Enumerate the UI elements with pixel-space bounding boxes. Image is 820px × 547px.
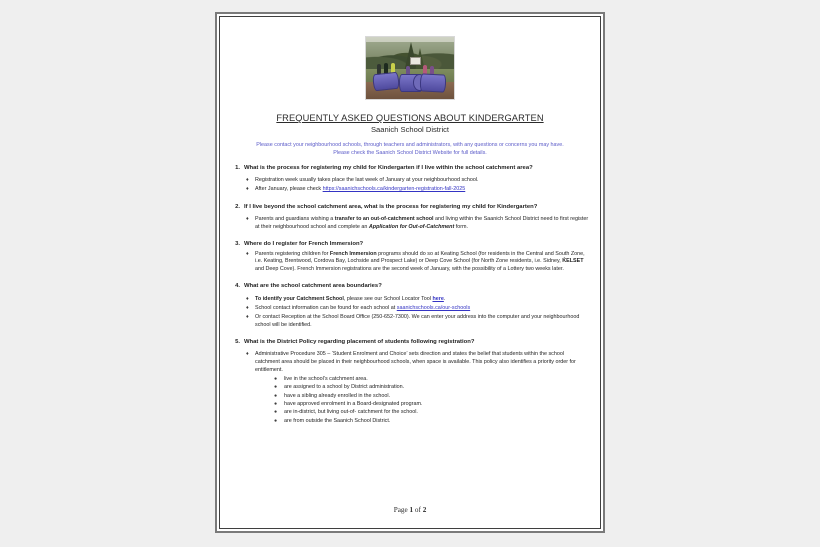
round-bullet-icon: ●: [274, 384, 278, 391]
round-bullet-icon: ●: [274, 417, 278, 424]
answer-bullet: [244, 314, 589, 329]
faq-item: [231, 283, 589, 331]
text-run: and living within the Saanich School District need to first register at their neighbourhood school and complete an: [255, 216, 589, 230]
answer-bullet-text: [255, 216, 589, 231]
round-bullet-icon: ●: [274, 375, 278, 382]
faq-question-text: What is the process for registering my child for Kindergarten if I live within the school catchment area?: [244, 164, 533, 171]
faq-answer-bullets: [244, 351, 589, 425]
diamond-bullet-icon: ♦: [246, 216, 249, 223]
faq-question-text: Where do I register for French Immersion?: [244, 241, 364, 248]
faq-answer-bullets: [244, 216, 589, 231]
photo-blue-barrel: [372, 72, 400, 92]
diamond-bullet-icon: ♦: [246, 177, 249, 184]
notice-block: [231, 141, 589, 158]
faq-item-body: [244, 204, 589, 233]
answer-bullet-text: [255, 186, 589, 194]
answer-subbullet: [274, 384, 589, 392]
faq-item: [231, 204, 589, 233]
text-run: Registration week usually takes place the last week of January at your neighbourhood school.: [255, 177, 479, 184]
answer-bullet: [244, 351, 589, 374]
text-run: Parents and guardians wishing a: [255, 216, 335, 223]
faq-item-number: 1.: [235, 164, 240, 171]
document-subtitle: Saanich School District: [370, 125, 450, 134]
page-footer: [220, 506, 600, 514]
diamond-bullet-icon: ♦: [246, 295, 249, 302]
footer-middle: of: [413, 506, 423, 514]
answer-subbullet-text: have approved enrolment in a Board-designated program.: [284, 400, 423, 407]
text-run: ḰELSET: [562, 258, 584, 265]
faq-item-body: [244, 165, 589, 196]
text-run: and Deep Cove). French Immersion registrations are the second week of January, with the possibility of a Lottery two weeks later.: [255, 265, 564, 272]
footer-total-pages: 2: [422, 506, 427, 514]
photo-blue-barrel: [420, 73, 447, 92]
faq-item: [231, 241, 589, 275]
text-run: , please see our School Locator Tool: [343, 295, 433, 302]
faq-item: [231, 339, 589, 426]
text-run: form.: [454, 223, 469, 230]
faq-answer-bullets: [244, 296, 589, 330]
text-run: Application for Out-of-Catchment: [368, 223, 455, 230]
answer-bullet: [244, 216, 589, 231]
inline-link[interactable]: here: [432, 295, 444, 302]
answer-subbullet: [274, 401, 589, 409]
diamond-bullet-icon: ♦: [246, 250, 249, 257]
faq-question-text: What is the District Policy regarding placement of students following registration?: [244, 338, 475, 345]
answer-bullet-text: [255, 251, 589, 274]
faq-item-body: [244, 241, 589, 275]
faq-item-body: [244, 339, 589, 426]
diamond-bullet-icon: ♦: [246, 304, 249, 311]
answer-bullet-text: [255, 296, 589, 304]
answer-bullet-text: [255, 351, 589, 374]
faq-item: [231, 165, 589, 196]
diamond-bullet-icon: ♦: [246, 351, 249, 358]
notice-line-1: Please contact your neighbourhood schools, through teachers and administrators, with any questions or concerns you may have.: [256, 142, 564, 148]
diamond-bullet-icon: ♦: [246, 186, 249, 193]
text-run: School contact information can be found for each school at: [255, 304, 397, 311]
text-run: .: [443, 295, 446, 302]
header-photo-container: [231, 25, 589, 105]
document-page-viewport[interactable]: [215, 12, 605, 533]
children-playing-on-blue-barrels-photo: [365, 36, 455, 100]
text-run: transfer to an out-of-catchment school: [334, 216, 434, 223]
answer-subbullet-text: are from outside the Saanich School District.: [284, 417, 391, 424]
answer-subbullet: [274, 376, 589, 384]
photo-sign: [410, 57, 421, 65]
diamond-bullet-icon: ♦: [246, 313, 249, 320]
footer-current-page: 1: [409, 506, 414, 514]
answer-subbullet: [274, 409, 589, 417]
faq-answer-bullets: [244, 177, 589, 194]
answer-bullet-text: [255, 314, 589, 329]
document-title: FREQUENTLY ASKED QUESTIONS ABOUT KINDERGARTEN: [276, 113, 544, 123]
faq-list: [231, 165, 589, 426]
text-run: To identify your Catchment School: [255, 295, 344, 302]
inline-link[interactable]: saanichschools.ca/our-schools: [396, 304, 471, 311]
round-bullet-icon: ●: [274, 409, 278, 416]
answer-bullet: [244, 186, 589, 194]
footer-prefix: Page: [393, 506, 410, 514]
text-run: programs should do so at Keating School (for residents in the Central and South Zone, i.e. Keating, Brentwood, Cordova Bay, Lochside and Prospect Lake) or Deep Cove School (for North Zone residents, i.e. Sidney,: [255, 250, 585, 265]
answer-bullet: [244, 305, 589, 313]
answer-subbullet: [274, 418, 589, 426]
answer-subbullet-text: are in-district, but living out-of- catchment for the school.: [284, 409, 418, 416]
answer-subbullet-text: live in the school’s catchment area.: [284, 375, 368, 382]
answer-subbullet-text: have a sibling already enrolled in the school.: [284, 392, 391, 399]
text-run: French Immersion: [329, 250, 377, 257]
text-run: Administrative Procedure 305 – ‘Student Enrolment and Choice’ sets direction and states the belief that students within the school catchment area should be placed in their neighbourhood schools, when space is available. This policy also identifies a priority order for entitlement.: [255, 351, 576, 373]
inline-link[interactable]: https://saanichschools.ca/kindergarten-registration-fall-2025: [322, 186, 466, 193]
notice-line-2: Please check the Saanich School District Website for full details.: [333, 150, 487, 157]
round-bullet-icon: ●: [274, 400, 278, 407]
round-bullet-icon: ●: [274, 392, 278, 399]
answer-subbullet: [274, 393, 589, 401]
faq-item-number: 5.: [235, 338, 240, 345]
text-run: After January, please check: [255, 186, 323, 193]
answer-bullet: [244, 296, 589, 304]
answer-bullet: [244, 251, 589, 274]
faq-item-number: 2.: [235, 203, 240, 210]
answer-bullet-text: [255, 177, 589, 185]
answer-bullet: [244, 177, 589, 185]
faq-question-text: If I live beyond the school catchment area, what is the process for registering my child for Kindergarten?: [244, 203, 538, 210]
answer-subbullet-text: are assigned to a school by District administration.: [284, 384, 405, 391]
text-run: Parents registering children for: [255, 250, 330, 257]
faq-item-body: [244, 283, 589, 331]
faq-answer-bullets: [244, 251, 589, 274]
faq-item-number: 3.: [235, 241, 240, 248]
answer-subbullet-list: [244, 376, 589, 425]
faq-question-text: What are the school catchment area boundaries?: [244, 283, 382, 290]
document-page-sheet: [219, 16, 601, 529]
text-run: Or contact Reception at the School Board Office (250-652-7300). We can enter your address into the computer and your neighbourhood school will be identified.: [255, 313, 580, 328]
answer-bullet-text: [255, 305, 589, 313]
faq-item-number: 4.: [235, 283, 240, 290]
